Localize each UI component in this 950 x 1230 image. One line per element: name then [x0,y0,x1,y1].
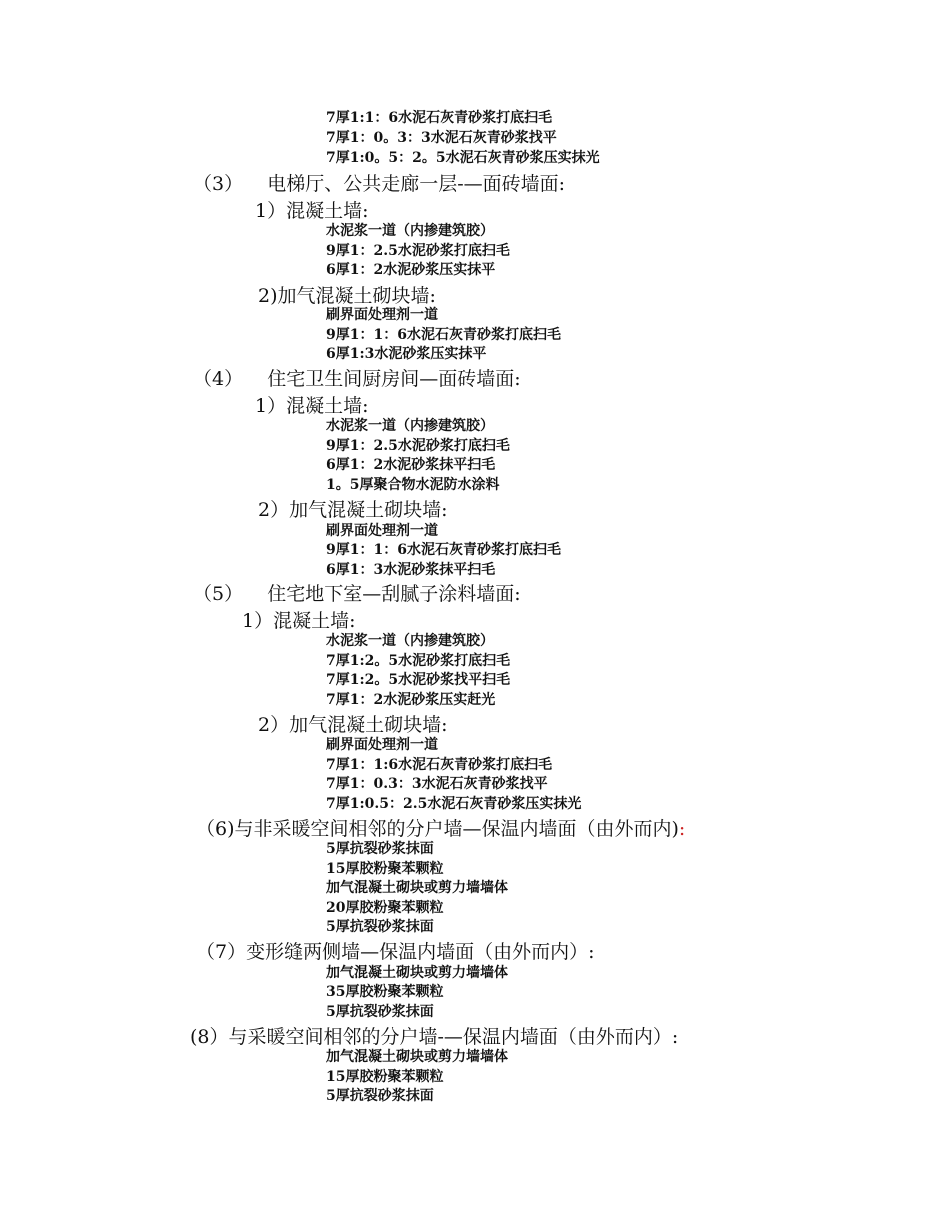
line-text: 加气混凝土砌块或剪力墙墙体 [326,965,508,981]
spec-detail-line [326,758,552,772]
line-text: 7厚1：2水泥砂浆压实赶光 [326,692,496,708]
spec-detail-line [326,777,548,791]
line-text: 9厚1：1：6水泥石灰青砂浆打底扫毛 [326,542,561,558]
line-text: 刷界面处理剂一道 [326,737,438,753]
spec-detail-line [326,634,494,648]
line-text: 刷界面处理剂一道 [326,523,438,539]
line-text: 7厚1：1:6水泥石灰青砂浆打底扫毛 [326,757,553,773]
line-text: 15厚胶粉聚苯颗粒 [326,861,444,877]
line-text: 7厚1:0.5：2.5水泥石灰青砂浆压实抹光 [326,796,582,812]
section-heading [196,943,595,962]
line-text: 7厚1：0。3：3水泥石灰青砂浆找平 [326,130,557,146]
line-text: 7厚1：0.3：3水泥石灰青砂浆找平 [326,776,548,792]
subsection-heading [242,612,356,631]
line-text: 6厚1：2水泥砂浆压实抹平 [326,262,496,278]
spec-detail-line [326,654,510,668]
spec-detail-line [326,1089,434,1103]
spec-detail-line [326,131,557,145]
line-text: （5） 住宅地下室—刮腻子涂料墙面: [193,583,521,605]
line-text: (8）与采暖空间相邻的分户墙-—保温内墙面（由外而内）: [190,1026,679,1048]
line-text: 35厚胶粉聚苯颗粒 [326,984,444,1000]
line-text: 1。5厚聚合物水泥防水涂料 [326,477,500,493]
spec-detail-line [326,439,510,453]
line-text: （6)与非采暖空间相邻的分户墙—保温内墙面（由外而内) [196,818,679,840]
line-text: 5厚抗裂砂浆抹面 [326,1088,434,1104]
line-text: 6厚1：2水泥砂浆抹平扫毛 [326,457,496,473]
line-text: （3） 电梯厅、公共走廊一层-—面砖墙面: [193,173,566,195]
line-text: 15厚胶粉聚苯颗粒 [326,1069,444,1085]
spec-detail-line [326,842,434,856]
spec-detail-line [326,244,510,258]
spec-detail-line [326,738,438,752]
spec-detail-line [326,328,561,342]
subsection-heading [255,397,369,416]
subsection-heading [258,287,436,306]
spec-detail-line [326,524,438,538]
spec-detail-line [326,901,443,915]
spec-detail-line [326,1050,508,1064]
section-heading [190,1028,678,1047]
line-text: 2）加气混凝土砌块墙: [258,714,448,736]
subsection-heading [255,202,369,221]
spec-detail-line [326,797,581,811]
line-text: 9厚1：1：6水泥石灰青砂浆打底扫毛 [326,327,561,343]
line-text: 2)加气混凝土砌块墙: [258,285,436,307]
spec-detail-line [326,985,443,999]
spec-detail-line [326,419,494,433]
line-text: （7）变形缝两侧墙—保温内墙面（由外而内）: [196,941,595,963]
spec-detail-line [326,263,495,277]
line-text: 5厚抗裂砂浆抹面 [326,919,434,935]
section-heading [196,820,685,839]
line-text: 1）混凝土墙: [255,395,369,417]
line-text: 1）混凝土墙: [242,610,356,632]
spec-detail-line [326,920,434,934]
spec-detail-line [326,693,495,707]
spec-detail-line [326,966,508,980]
spec-detail-line [326,111,552,125]
line-text: 6厚1:3水泥砂浆压实抹平 [326,346,487,362]
spec-detail-line [326,478,499,492]
spec-detail-line [326,673,510,687]
line-text: 7厚1:2。5水泥砂浆打底扫毛 [326,653,511,669]
line-text: 加气混凝土砌块或剪力墙墙体 [326,880,508,896]
line-text: 水泥浆一道（内掺建筑胶） [326,633,494,649]
spec-detail-line [326,563,495,577]
spec-detail-line [326,543,561,557]
spec-detail-line [326,458,495,472]
section-heading [193,585,521,604]
line-text: 5厚抗裂砂浆抹面 [326,841,434,857]
spec-detail-line [326,1005,434,1019]
line-text: 1）混凝土墙: [255,200,369,222]
line-text: 20厚胶粉聚苯颗粒 [326,900,444,916]
line-text: 5厚抗裂砂浆抹面 [326,1004,434,1020]
line-text: 7厚1:1：6水泥石灰青砂浆打底扫毛 [326,110,553,126]
line-text: 水泥浆一道（内掺建筑胶） [326,223,494,239]
line-text: 7厚1:2。5水泥砂浆找平扫毛 [326,672,511,688]
subsection-heading [258,716,448,735]
section-heading [193,370,521,389]
spec-detail-line [326,347,486,361]
line-text: 刷界面处理剂一道 [326,307,438,323]
line-text: 2）加气混凝土砌块墙: [258,499,448,521]
line-text: 加气混凝土砌块或剪力墙墙体 [326,1049,508,1065]
spec-detail-line [326,224,494,238]
subsection-heading [258,501,448,520]
spec-detail-line [326,1070,443,1084]
line-text: 9厚1：2.5水泥砂浆打底扫毛 [326,438,510,454]
line-suffix: : [678,818,686,840]
spec-detail-line [326,308,438,322]
line-text: 6厚1：3水泥砂浆抹平扫毛 [326,562,496,578]
spec-detail-line [326,881,508,895]
line-text: 7厚1:0。5：2。5水泥石灰青砂浆压实抹光 [326,150,600,166]
spec-detail-line [326,862,443,876]
spec-detail-line [326,151,600,165]
line-text: 9厚1：2.5水泥砂浆打底扫毛 [326,243,510,259]
line-text: 水泥浆一道（内掺建筑胶） [326,418,494,434]
section-heading [193,175,565,194]
line-text: （4） 住宅卫生间厨房间—面砖墙面: [193,368,521,390]
